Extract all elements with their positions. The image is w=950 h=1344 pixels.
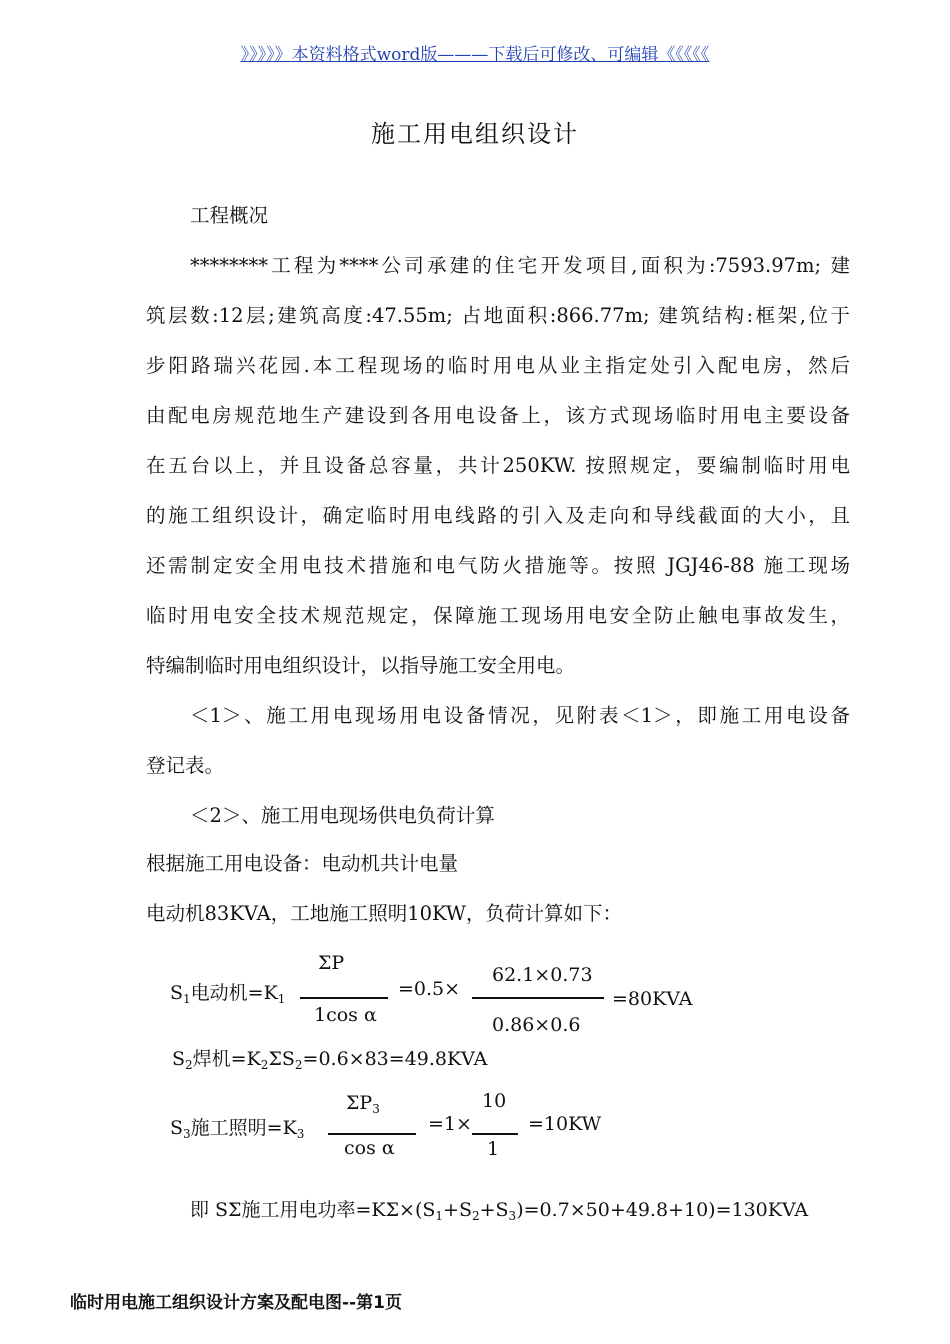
fraction-bar	[472, 1133, 518, 1135]
paragraph-line: 在五台以上，并且设备总容量，共计250KW. 按照规定，要编制临时用电	[146, 454, 850, 477]
fraction-denominator: 1cos α	[314, 1004, 377, 1026]
paragraph-line: 的施工组织设计，确定临时用电线路的引入及走向和导线截面的大小，且	[146, 504, 850, 527]
item2-heading: ＜2＞、施工用电现场供电负荷计算	[190, 804, 495, 827]
page-footer: 临时用电施工组织设计方案及配电图--第1页	[70, 1293, 402, 1313]
formula-lhs: $S_3$施工照明$=K_3$	[170, 1117, 305, 1141]
formula-result: =80KVA	[612, 988, 693, 1010]
fraction-numerator: ΣP	[318, 952, 345, 974]
paragraph-line: 筑层数:12层;建筑高度:47.55m; 占地面积:866.77m; 建筑结构:框架,位于	[146, 304, 850, 327]
formula-multiplier: =1×	[428, 1113, 472, 1135]
fraction-denominator: 1	[487, 1138, 500, 1160]
formula-welder: $S_2$焊机$=K_2\Sigma S_2=0.6\times 83=49.8KVA$	[172, 1048, 488, 1072]
fraction-numerator: 62.1×0.73	[492, 964, 593, 986]
formula-multiplier: =0.5×	[398, 978, 461, 1000]
paragraph-line: 临时用电安全技术规范规定，保障施工现场用电安全防止触电事故发生，	[146, 604, 850, 627]
paragraph-line: ＜1＞、施工用电现场用电设备情况，见附表＜1＞，即施工用电设备	[190, 704, 850, 727]
formula-lhs: $S_1$电动机$=K_1$	[170, 982, 286, 1006]
paragraph-line: 还需制定安全用电技术措施和电气防火措施等。按照 JGJ46-88 施工现场	[146, 554, 850, 577]
fraction-bar	[300, 997, 388, 999]
fraction-numerator: 10	[482, 1090, 507, 1112]
paragraph-line: 步阳路瑞兴花园.本工程现场的临时用电从业主指定处引入配电房，然后	[146, 354, 850, 377]
fraction-denominator: 0.86×0.6	[492, 1014, 581, 1036]
motor-load-line: 电动机83KVA，工地施工照明10KW，负荷计算如下：	[146, 902, 622, 925]
paragraph-line: 特编制临时用电组织设计，以指导施工安全用电。	[146, 654, 576, 677]
formula-result: =10KW	[528, 1113, 602, 1135]
paragraph-line: 登记表。	[146, 754, 225, 777]
section-heading: 工程概况	[190, 204, 269, 227]
page-title: 施工用电组织设计	[371, 120, 579, 148]
paragraph-line: ********工程为****公司承建的住宅开发项目,面积为:7593.97m; 建	[190, 254, 850, 277]
paragraph-line: 由配电房规范地生产建设到各用电设备上，该方式现场临时用电主要设备	[146, 404, 850, 427]
fraction-numerator: $\Sigma P_3$	[346, 1092, 380, 1116]
fraction-bar	[472, 997, 604, 999]
formula-total: 即 SΣ施工用电功率$=K\Sigma\times(S_1+S_2+S_3)=0.7\times 50+49.8+10)=130KVA$	[190, 1199, 809, 1223]
header-download-link[interactable]: 》》》》》本资料格式word版———下载后可修改、可编辑《《《《《	[240, 45, 710, 65]
fraction-denominator: cos α	[344, 1137, 395, 1159]
basis-line: 根据施工用电设备：电动机共计电量	[146, 852, 459, 875]
fraction-bar	[328, 1133, 416, 1135]
